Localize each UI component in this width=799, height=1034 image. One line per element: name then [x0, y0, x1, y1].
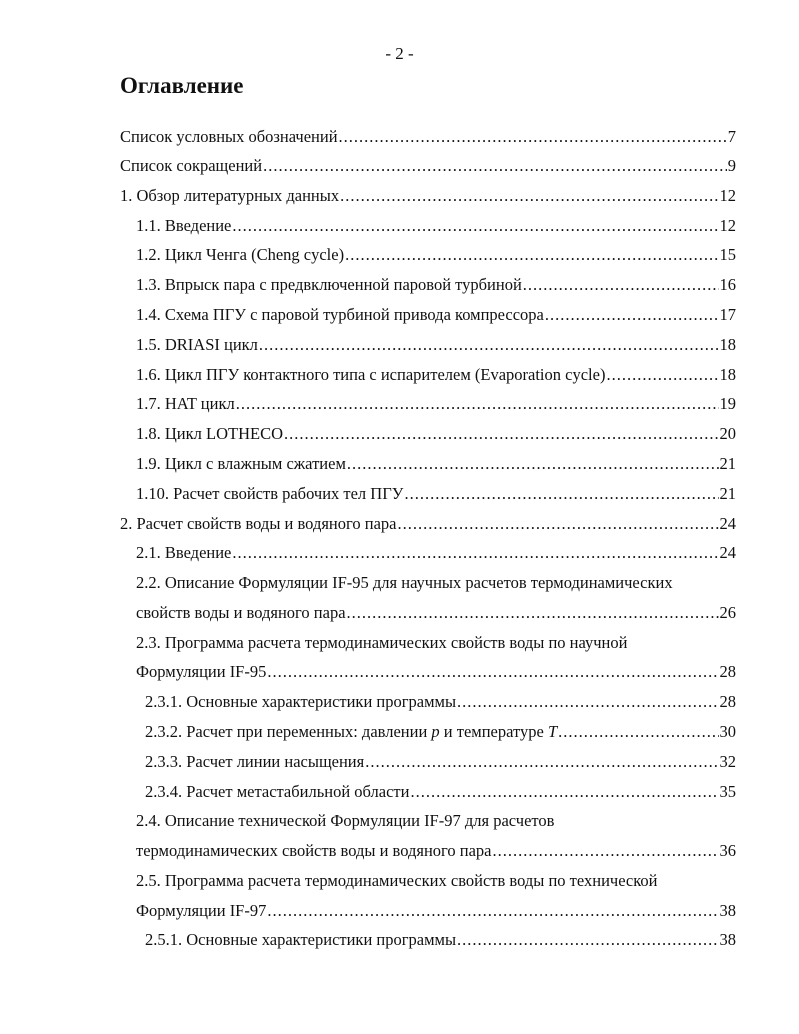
toc-entry-text: 1.7. HAT цикл — [136, 394, 235, 413]
toc-entry-text: 1. Обзор литературных данных — [120, 186, 340, 205]
toc-leader-dots — [259, 333, 719, 357]
toc-entry-text: 2. Расчет свойств воды и водяного пара — [120, 514, 397, 533]
toc-entry-text: 2.3.3. Расчет линии насыщения — [145, 752, 365, 771]
toc-leader-dots — [404, 482, 718, 506]
toc-entry[interactable] — [145, 690, 736, 714]
toc-entry-page: 30 — [719, 722, 736, 741]
toc-entry[interactable] — [145, 780, 736, 804]
toc-entry-page: 24 — [719, 543, 736, 562]
toc-entry-page: 19 — [719, 394, 736, 413]
toc-leader-dots — [236, 392, 719, 416]
toc-entry-page: 17 — [719, 305, 736, 324]
toc-entry-text: 2.3.4. Расчет метастабильной области — [145, 782, 410, 801]
toc-entry[interactable] — [120, 184, 736, 208]
toc-entry-text: 2.3.1. Основные характеристики программы — [145, 692, 457, 711]
toc-leader-dots — [606, 363, 718, 387]
toc-entry-page: 24 — [719, 514, 736, 533]
toc-leader-dots — [345, 243, 718, 267]
page-number: - 2 - — [385, 44, 414, 63]
toc-leader-dots — [493, 839, 719, 863]
toc-entry-page: 12 — [719, 216, 736, 235]
toc-entry-page: 36 — [719, 841, 736, 860]
toc-leader-dots — [365, 750, 718, 774]
toc-entry[interactable] — [145, 720, 736, 744]
toc-entry-page: 38 — [719, 901, 736, 920]
temperature-symbol: T — [547, 722, 558, 741]
toc-entry-page: 38 — [719, 930, 736, 949]
toc-leader-dots — [397, 512, 718, 536]
toc-entry-text: 1.6. Цикл ПГУ контактного типа с испарителем (Evaporation cycle) — [136, 365, 606, 384]
toc-entry-text: 1.10. Расчет свойств рабочих тел ПГУ — [136, 484, 404, 503]
toc-entry[interactable] — [136, 422, 736, 446]
toc-leader-dots — [339, 125, 727, 149]
toc-entry-text: 1.1. Введение — [136, 216, 232, 235]
toc-entry[interactable] — [136, 392, 736, 416]
toc-entry-first-line[interactable]: 2.4. Описание технической Формуляции IF-97 для расчетов — [136, 811, 555, 830]
toc-entry-page: 7 — [727, 127, 736, 146]
toc-entry-text: 1.9. Цикл с влажным сжатием — [136, 454, 346, 473]
toc-entry[interactable] — [136, 214, 736, 238]
toc-entry-text: 1.8. Цикл LOTHECO — [136, 424, 283, 443]
toc-entry-text: Формуляции IF-97 — [136, 901, 267, 920]
toc-entry-page: 18 — [719, 335, 736, 354]
toc-entry[interactable] — [136, 243, 736, 267]
toc-entry-text: 2.5.1. Основные характеристики программы — [145, 930, 457, 949]
toc-entry[interactable] — [136, 452, 736, 476]
toc-leader-dots — [232, 214, 718, 238]
toc-leader-dots — [284, 422, 719, 446]
toc-entry[interactable] — [136, 303, 736, 327]
toc-entry[interactable] — [145, 750, 736, 774]
toc-entry-page: 21 — [719, 454, 736, 473]
toc-entry-page: 16 — [719, 275, 736, 294]
toc-leader-dots — [267, 660, 718, 684]
toc-leader-dots — [340, 184, 718, 208]
toc-entry[interactable] — [136, 363, 736, 387]
toc-entry-text: Формуляции IF-95 — [136, 662, 267, 681]
toc-leader-dots — [457, 690, 718, 714]
toc-entry[interactable] — [136, 541, 736, 565]
toc-entry[interactable] — [136, 333, 736, 357]
toc-leader-dots — [545, 303, 719, 327]
toc-entry-text: термодинамических свойств воды и водяного пара — [136, 841, 492, 860]
toc-entry-page: 28 — [719, 692, 736, 711]
toc-entry[interactable] — [136, 660, 736, 684]
toc-entry-page: 20 — [719, 424, 736, 443]
toc-entry-text: 1.2. Цикл Ченга (Cheng cycle) — [136, 245, 345, 264]
toc-entry[interactable] — [136, 839, 736, 863]
toc-entry-text — [145, 720, 557, 744]
toc-entry-page: 9 — [727, 156, 736, 175]
toc-leader-dots — [523, 273, 719, 297]
toc-entry-text: 2.1. Введение — [136, 543, 232, 562]
toc-leader-dots — [232, 541, 718, 565]
toc-entry-text-part: 2.3.2. Расчет при переменных: давлении — [145, 722, 432, 741]
toc-leader-dots — [558, 720, 718, 744]
toc-entry-text: Список условных обозначений — [120, 127, 338, 146]
pressure-symbol: p — [431, 722, 440, 741]
toc-entry-page: 21 — [719, 484, 736, 503]
toc-entry-text: 1.3. Впрыск пара с предвключенной паровой турбиной — [136, 275, 522, 294]
toc-entry[interactable] — [120, 154, 736, 178]
toc-leader-dots — [347, 452, 719, 476]
toc-entry-text: 1.5. DRIASI цикл — [136, 335, 258, 354]
toc-entry-first-line[interactable]: 2.3. Программа расчета термодинамических свойств воды по научной — [136, 633, 628, 652]
toc-entry-page: 26 — [719, 603, 736, 622]
toc-entry[interactable] — [136, 273, 736, 297]
toc-entry-text: 1.4. Схема ПГУ с паровой турбиной привода компрессора — [136, 305, 544, 324]
toc-entry[interactable] — [136, 482, 736, 506]
toc-entry-text: свойств воды и водяного пара — [136, 603, 346, 622]
toc-leader-dots — [263, 154, 727, 178]
toc-entry-page: 15 — [719, 245, 736, 264]
page-title: Оглавление — [120, 73, 244, 98]
toc-entry-text-part: и температуре — [439, 722, 548, 741]
toc-entry[interactable] — [145, 928, 736, 952]
toc-entry-page: 35 — [719, 782, 736, 801]
toc-entry[interactable] — [136, 601, 736, 625]
toc-entry-page: 12 — [719, 186, 736, 205]
toc-entry-first-line[interactable]: 2.2. Описание Формуляции IF-95 для научных расчетов термодинамических — [136, 573, 673, 592]
toc-entry[interactable] — [136, 899, 736, 923]
toc-entry-page: 18 — [719, 365, 736, 384]
toc-leader-dots — [347, 601, 719, 625]
toc-entry-text: Список сокращений — [120, 156, 263, 175]
toc-leader-dots — [267, 899, 718, 923]
toc-entry-page: 28 — [719, 662, 736, 681]
toc-leader-dots — [410, 780, 718, 804]
toc-entry[interactable] — [120, 125, 736, 149]
toc-entry-first-line[interactable]: 2.5. Программа расчета термодинамических свойств воды по технической — [136, 871, 658, 890]
toc-leader-dots — [457, 928, 718, 952]
toc-entry[interactable] — [120, 512, 736, 536]
toc-entry-page: 32 — [719, 752, 736, 771]
